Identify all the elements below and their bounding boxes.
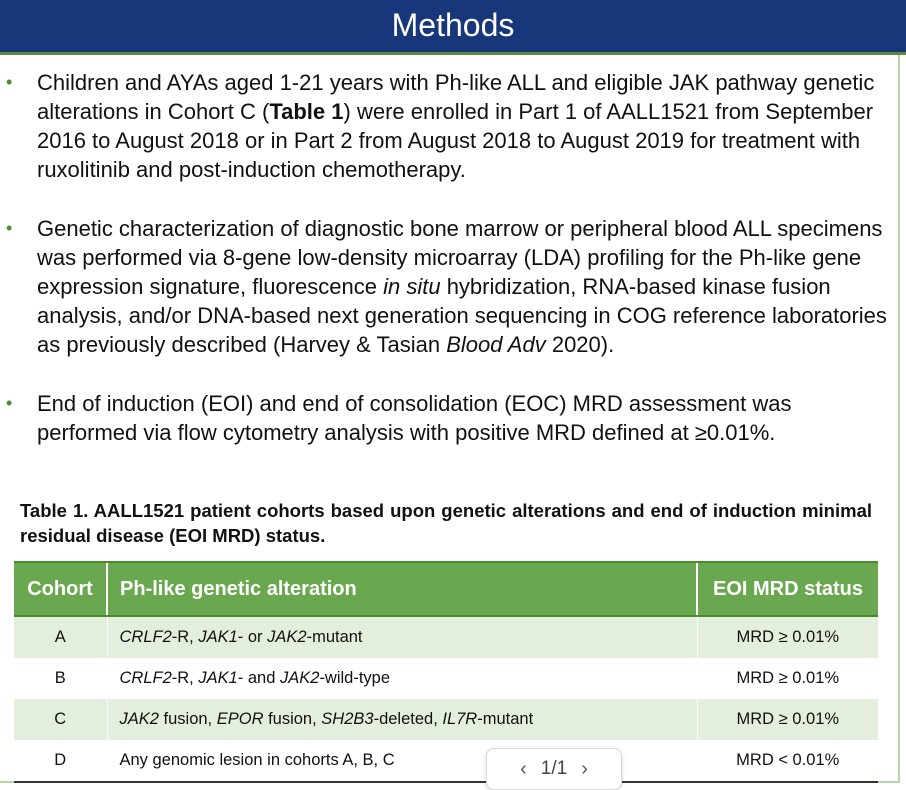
table-row xyxy=(14,658,878,699)
mrd-cell: MRD < 0.01% xyxy=(697,740,878,782)
table-row xyxy=(14,740,878,782)
bullet-item-enrollment xyxy=(0,68,890,184)
alteration-cell: CRLF2-R, JAK1- or JAK2-mutant xyxy=(107,616,697,658)
mrd-cell: MRD ≥ 0.01% xyxy=(697,658,878,699)
table-row xyxy=(14,616,878,658)
bullet-text: Genetic characterization of diagnostic bone marrow or peripheral blood ALL specimens was performed via 8-gene low-density microarray (LDA) profiling for the Ph-like gene expression signature, fluorescence in situ hybridization, RNA-based kinase fusion analysis, and/or DNA-based next generation sequencing in COG reference laboratories as previously described (Harvey & Tasian Blood Adv 2020). xyxy=(37,216,887,357)
bullet-text: End of induction (EOI) and end of consolidation (EOC) MRD assessment was performed via flow cytometry analysis with positive MRD defined at ≥0.01%. xyxy=(37,391,792,445)
bullet-text: Children and AYAs aged 1-21 years with Ph-like ALL and eligible JAK pathway genetic alterations in Cohort C (Table 1) were enrolled in Part 1 of AALL1521 from September 2016 to August 2018 or in Part 2 from August 2018 to August 2019 for treatment with ruxolitinib and post-induction chemotherapy. xyxy=(37,70,875,182)
table-caption: Table 1. AALL1521 patient cohorts based upon genetic alterations and end of induction minimal residual disease (EOI MRD) status. xyxy=(20,500,872,546)
next-page-icon[interactable]: › xyxy=(581,757,588,780)
bullet-item-genetic-characterization xyxy=(0,214,890,359)
bullet-dot-icon: • xyxy=(6,72,13,92)
bullet-dot-icon: • xyxy=(6,218,13,238)
previous-page-icon[interactable]: ‹ xyxy=(520,757,527,780)
bullet-dot-icon: • xyxy=(6,393,13,413)
page-indicator: 1/1 xyxy=(540,758,568,779)
table-header-row xyxy=(14,562,878,616)
methods-bullet-list xyxy=(0,68,890,477)
cohort-table xyxy=(14,561,878,783)
column-header-alteration: Ph-like genetic alteration xyxy=(107,562,697,616)
column-header-cohort: Cohort xyxy=(14,562,107,616)
bullet-item-mrd-assessment xyxy=(0,389,890,447)
cohort-cell: A xyxy=(14,616,107,658)
column-header-mrd: EOI MRD status xyxy=(697,562,878,616)
page-navigator xyxy=(486,748,622,790)
mrd-cell: MRD ≥ 0.01% xyxy=(697,616,878,658)
page-title: Methods xyxy=(0,0,906,52)
cohort-cell: D xyxy=(14,740,107,782)
alteration-cell: JAK2 fusion, EPOR fusion, SH2B3-deleted, IL7R-mutant xyxy=(107,699,697,740)
cohort-cell: B xyxy=(54,669,66,687)
cohort-cell: C xyxy=(14,699,107,740)
alteration-cell: CRLF2-R, JAK1- and JAK2-wild-type xyxy=(107,658,697,699)
mrd-cell: MRD ≥ 0.01% xyxy=(697,699,878,740)
alteration-cell: Any genomic lesion in cohorts A, B, C xyxy=(107,740,697,782)
table-row xyxy=(14,699,878,740)
